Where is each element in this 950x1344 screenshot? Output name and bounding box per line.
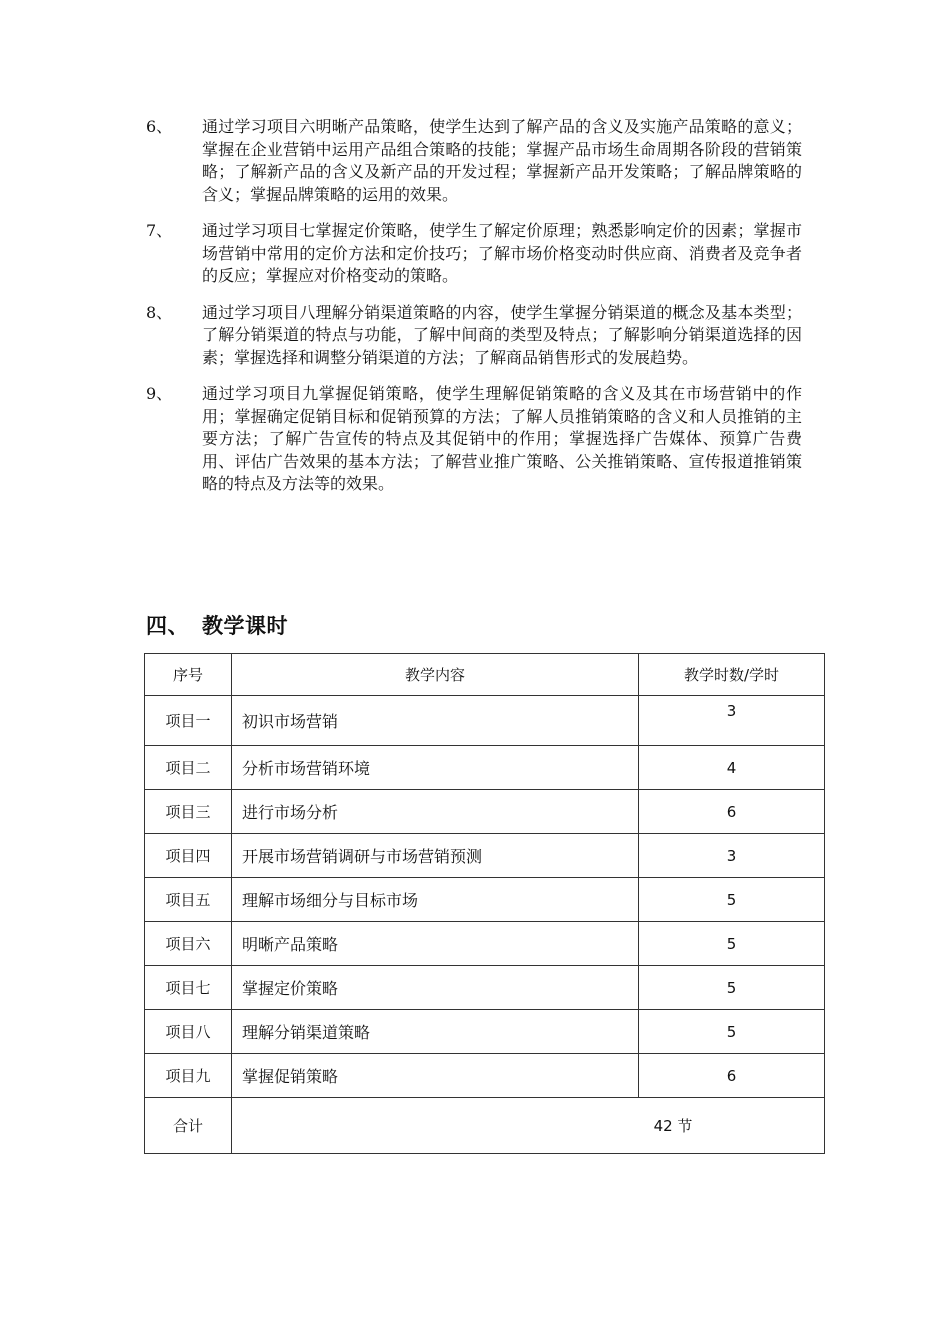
cell-content: 进行市场分析 [232,790,639,834]
table-row [145,746,825,790]
item-number: 7、 [146,221,173,240]
item-number: 9、 [146,384,173,403]
list-item [146,302,826,370]
objectives-list [146,116,826,510]
list-item [146,383,826,496]
cell-id: 项目六 [145,922,232,966]
table-header-row [145,654,825,696]
item-number: 8、 [146,302,173,322]
cell-content: 开展市场营销调研与市场营销预测 [232,834,639,878]
cell-content: 理解市场细分与目标市场 [232,878,639,922]
table-row [145,834,825,878]
table-row [145,966,825,1010]
cell-id: 项目九 [145,1054,232,1098]
cell-content: 掌握促销策略 [232,1054,639,1098]
cell-hours: 5 [639,922,825,966]
hours-table [144,653,825,1154]
cell-hours: 4 [639,746,825,790]
section-heading [146,610,288,640]
item-text: 通过学习项目八理解分销渠道策略的内容，使学生掌握分销渠道的概念及基本类型；了解分销渠道的特点与功能，了解中间商的类型及特点；了解影响分销渠道选择的因素；掌握选择和调整分销渠道的方法；了解商品销售形式的发展趋势。 [202,302,802,367]
cell-id: 项目二 [145,746,232,790]
table-row [145,696,825,746]
cell-hours: 3 [639,696,825,746]
cell-content: 明晰产品策略 [232,922,639,966]
cell-id: 项目八 [145,1010,232,1054]
cell-content: 分析市场营销环境 [232,746,639,790]
header-cell-hours: 教学时数/学时 [639,654,825,696]
cell-hours: 5 [639,878,825,922]
item-text: 通过学习项目六明晰产品策略，使学生达到了解产品的含义及实施产品策略的意义；掌握在企业营销中运用产品组合策略的技能；掌握产品市场生命周期各阶段的营销策略；了解新产品的含义及新产品的开发过程；掌握新产品开发策略；了解品牌策略的含义；掌握品牌策略的运用的效果。 [202,117,802,204]
cell-id: 项目七 [145,966,232,1010]
header-cell-content: 教学内容 [232,654,639,696]
cell-content: 掌握定价策略 [232,966,639,1010]
item-number: 6、 [146,117,173,136]
cell-content: 初识市场营销 [232,696,639,746]
cell-hours: 5 [639,1010,825,1054]
cell-content: 理解分销渠道策略 [232,1010,639,1054]
list-item [146,220,826,288]
table-total-row [145,1098,825,1154]
cell-hours: 6 [639,790,825,834]
cell-hours: 3 [639,834,825,878]
table-row [145,922,825,966]
cell-id: 项目三 [145,790,232,834]
table-row [145,1054,825,1098]
item-text: 通过学习项目九掌握促销策略，使学生理解促销策略的含义及其在市场营销中的作用；掌握确定促销目标和促销预算的方法；了解人员推销策略的含义和人员推销的主要方法；了解广告宣传的特点及其促销中的作用；掌握选择广告媒体、预算广告费用、评估广告效果的基本方法；了解营业推广策略、公关推销策略、宣传报道推销策略的特点及方法等的效果。 [202,384,802,493]
list-item [146,116,826,206]
cell-hours: 6 [639,1054,825,1098]
total-value: 42 节 [232,1098,825,1154]
table-row [145,1010,825,1054]
header-cell-id: 序号 [145,654,232,696]
section-number: 四、 [146,614,189,638]
cell-id: 项目五 [145,878,232,922]
item-text: 通过学习项目七掌握定价策略，使学生了解定价原理；熟悉影响定价的因素；掌握市场营销中常用的定价方法和定价技巧；了解市场价格变动时供应商、消费者及竞争者的反应；掌握应对价格变动的策略。 [202,221,802,285]
cell-id: 项目四 [145,834,232,878]
table-row [145,790,825,834]
cell-id: 项目一 [145,696,232,746]
table-row [145,878,825,922]
total-label: 合计 [145,1098,232,1154]
cell-hours: 5 [639,966,825,1010]
section-title: 教学课时 [202,614,288,638]
